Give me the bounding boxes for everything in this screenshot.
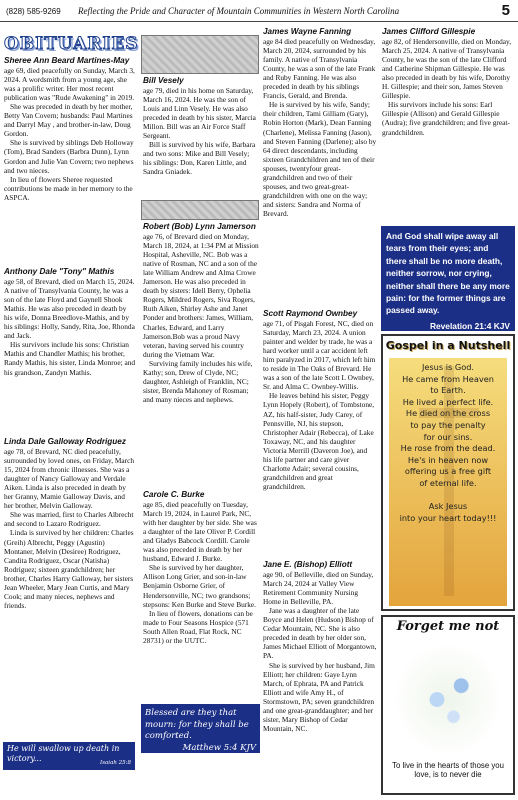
obituary-james-gillespie [382,27,515,137]
gospel-line [389,490,507,502]
obituary-text: She is survived by her husband, Jim Elliott; her children: Gaye Lynn March, of Ephrata, PA and Patrick Elliott and wife Amy H., of Stormstown, PA; seven grandchildren and one great-granddaughter; and her sister, Mary Bishop of Cedar Mountain, NC. [263,660,375,734]
obituary-text: His survivors include his sons: Earl Gillespie (Allison) and Gerald Gillespie (Audra); five grandchildren; and five great-grandchildren. [382,100,510,137]
obituary-sheree [4,56,136,202]
obituary-name: Anthony Dale "Tony" Mathis [4,267,115,276]
gospel-line: He died on the cross [405,408,491,419]
gospel-title: Gospel in a Nutshell [385,339,511,352]
verse-reference: Revelation 21:4 KJV [429,320,510,331]
gospel-line: to pay the penalty [410,419,486,430]
obituary-text: Linda is survived by her children: Charles (Greih) Albrecht, Peggy (Agustin) Montaner, Melvin (Desiree) Rodriguez, Candita Rodriguez, Oscar (Natisha) Rodriguez; sixteen grandchildren; her brother, Charles Harry Galloway, her sisters Jean Wheeler, Mary Jean Curtis, and Mary Cook; and many nieces, nephews and friends. [4,528,134,611]
obituary-text: age 76, of Brevard died on Monday, March 18, 2024, at 1:34 PM at Mission Hospital, Asheville, NC. Bob was a native of Rosman, NC and a son of the late William Andrew and Alma Crowe Jamerson. He was also preceded in death by sisters: Idell Berry, Ophelia Rogers, Mildred Rogers, Siva Rogers, Ruth Aiken, Shirley Ashe and Janet Ponder and brothers: James, William, Charles, Edward, and Larry Jamerson.Bob was a proud Navy veteran, having served his country during the Vietnam War. [143,231,259,359]
obituary-name: James Clifford Gillespie [382,27,476,36]
gospel-line: of eternal life. [419,477,477,488]
gospel-body [389,358,507,606]
obituary-anthony [4,267,136,377]
obituary-name: Scott Raymond Ownbey [263,309,358,318]
gospel-line: for our sins. [423,431,473,442]
obituary-text: age 79, died in his home on Saturday, March 16, 2024. He was the son of Louis and Linn Vesely. He was also preceded in death by his sister, Marcia Millon. Bill was an Air Force Staff Sergeant. [143,85,256,141]
obituary-james-fanning [263,27,377,218]
obituary-name: Robert (Bob) Lynn Jamerson [143,222,256,231]
verse-text: And God shall wipe away all tears from their eyes; and there shall be no more death, neither sorrow, nor crying, neither shall there be any more pain: for the former things are passed away. [386,231,510,316]
obituary-text: His survivors include his sons: Christian Mathis and Chandler Mathis; his brother, Randy Mathis, his sister, Linda Monroe; and his grandson, Zandyn Mathis. [4,340,136,377]
gospel-line: He's in heaven now [407,454,489,465]
obituary-text: age 69, died peacefully on Sunday, March 3, 2024. A wordsmith from a young age, she was a prolific writer. Her most recent publication was "Rude Awakening" in 2019. [4,65,135,102]
verse-text: He will swallow up death in victory... [7,744,120,763]
obituary-text: She was preceded in death by her mother, Betty Van Covern; husbands: Paul Martines and Darryl May , and brother-in-law, Doug Gordon. [4,101,133,139]
obituary-text: age 78, of Brevard, NC died peacefully, surrounded by loved ones, on Friday, March 15, 2024 from chronic illnesses. She was a daughter of Nancy Galloway and Verdale Aiken. Linda is also preceded in death by her Granny, Mamie Galloway Davis, and her brother, Melvin Galloway. [4,446,135,511]
obituary-photo [141,200,259,220]
flower-icon [393,642,503,757]
gospel-lines [389,362,507,524]
obituary-text: age 71, of Pisgah Forest, NC, died on Saturday, March 23, 2024. A union painter and welder by trade, he was a hard worker until a car accident left him paralyzed in 2017, which left him to reside in The Oaks of Brevard. He was a son of the late Scott L Ownbey, Sr. and Alma C. Ownbey-Willis. [263,318,376,392]
obituary-text: She is survived by her daughter, Allison Long Grier, and son-in-law Benjamin Osborne Grier, of Hendersonville, NC; two grandsons; stepsons: Ken Burke and Steve Burke. [143,563,256,609]
isaiah-verse-box [3,742,135,770]
obituary-text: age 82, of Hendersonville, died on Monday, March 25, 2024. A native of Transylvania County, he was the son of the late Clifford and Catherine Shipman Gillespie. He was also preceded in death by his wife, Dorothy H. Gillespie; and their son, James Steven Gillespie. [382,36,512,101]
obituary-scott [263,309,377,491]
obituary-robert [143,222,259,404]
obituary-text: In lieu of flowers Sheree requested contributions be made in her memory to the ASPCA. [4,174,133,202]
obituary-text: Surviving family includes his wife, Kathy; son, Drew of Clyde, NC; daughter, Ashleigh of Franklin, NC; sister, Brenda Mahoney of Rosman; and many nieces and nephews. [143,358,253,405]
gospel-line: He came from Heaven [402,373,494,384]
obituary-name: Carole C. Burke [143,490,205,499]
obituary-name: Sheree Ann Beard Martines-May [4,56,130,65]
obituary-text: In lieu of flowers, donations can be made to Four Seasons Hospice (571 South Allen Road, Flat Rock, NC 28731) or the UUTC. [143,608,253,645]
verse-reference: Matthew 5:4 KJV [182,742,256,753]
gospel-line: Ask Jesus [428,501,468,512]
obituary-name: Bill Vesely [143,76,184,85]
header-phone: (828) 585-9269 [6,7,61,16]
forget-me-not-box [381,615,515,795]
obituary-bill [143,76,259,177]
gospel-line: He rose from the dead. [400,443,496,454]
revelation-verse-box [381,226,515,331]
obituary-text: She was married, first to Charles Albrecht and second to Lazaro Rodriguez. [4,510,134,529]
obituary-linda [4,437,136,610]
forget-caption: To live in the hearts of those you love, is to never die [392,761,504,780]
verse-text: Blessed are they that mourn: for they shall be comforted. [145,708,249,741]
obituary-photo [141,35,259,74]
header-tagline: Reflecting the Pride and Character of Mountain Communities in Western North Carolina [78,6,400,16]
obituary-carole [143,490,259,645]
obituary-text: Bill is survived by his wife, Barbara and two sons: Mike and Bill Vesely; his siblings: Don, Karen Little, and Sandra Gniadek. [143,140,256,177]
obituary-text: age 90, of Belleville, died on Sunday, March 24, 2024 at Valley View Retirement Community Nursing Home in Belleville, PA. [263,569,374,606]
obituary-jane [263,560,377,733]
gospel-line: Jesus is God. [421,362,475,372]
gospel-line: He lived a perfect life. [402,396,494,407]
obituary-name: Jane E. (Bishop) Elliott [263,560,353,569]
obituary-text: He leaves behind his sister, Peggy Lynn Hopely (Robert), of Tombstone, AZ, his half-sister, Judy Carey, of Pennsville, NJ, his stepson, Christopher Adair (Rebecca), of Lake Toxaway, NC, and his daughter Victoria Merrill (Daveron Joe), and his life partner and care giver Charlotte Adair; several cousins, grandchildren and great grandchildren. [263,391,375,492]
matthew-verse-box [141,704,260,753]
obituary-name: Linda Dale Galloway Rodriguez [4,437,126,446]
obituary-text: He is survived by his wife, Sandy; their children, Tami Gilliam (Gary), Robin Horton (Mark), Dean Fanning (Charlene), Melissa Fanning (Jason), and Steven Fanning (Darlene); also by 64 direct descendants, including sixteen Grandchildren and ten of their spouses, twentyfour great-grandchildren and two of their spouses, and two great-great-grandchildren with one on the way; and sisters: Sandra and Norma of Brevard. [263,100,377,219]
obituary-text: age 84 died peacefully on Wednesday, March 20, 2024, surrounded by his family. A native of Transylvania County, he was a son of the late Frank and Ruby Fanning. He was also preceded in death by his siblings Francis, Gerald, and Brenda. [263,36,376,101]
obituary-text: She is survived by siblings Deb Holloway (Tom), Brad Sanders (Barbra Dunn), Lynn Gordon and Julie Van Covern; two nephews and two nieces. [4,138,134,175]
obituary-text: age 85, died peacefully on Tuesday, March 19, 2024, in Laurel Park, NC, with her daughter by her side. She was a daughter of the late Oliver P. Cordill and Gladys Babcock Cordill. Carole was also preceded in death by her husband, Edward J. Burke. [143,499,257,564]
obituary-text: age 58, of Brevard, died on March 15, 2024. A native of Transylvania County, he was a son of the late Floyd and Gaynell Shook Mathis. He was also preceded in death by his wife, Donna Breedlove-Mathis, and by his siblings: Holly, Sandy, Rita, Joe, Rhonda and Jack. [4,276,135,341]
page-number: 5 [501,2,510,19]
gospel-line: to Earth. [430,385,466,396]
page-header [0,0,518,22]
gospel-line: into your heart today!!! [399,512,497,523]
section-title: OBITUARIES [4,34,139,54]
forget-title: Forget me not [396,619,500,634]
verse-reference: Isaiah 25:8 [100,760,131,766]
obituary-name: James Wayne Fanning [263,27,352,36]
gospel-nutshell-box [381,334,515,611]
gospel-line: offering us a free gift [404,466,492,477]
obituary-text: Jane was a daughter of the late Boyce and Helen (Hudson) Bishop of Cedar Mountain, NC. She is also preceded in death by her older son, James Michael Elliott of Morgantown, PA. [263,605,377,661]
